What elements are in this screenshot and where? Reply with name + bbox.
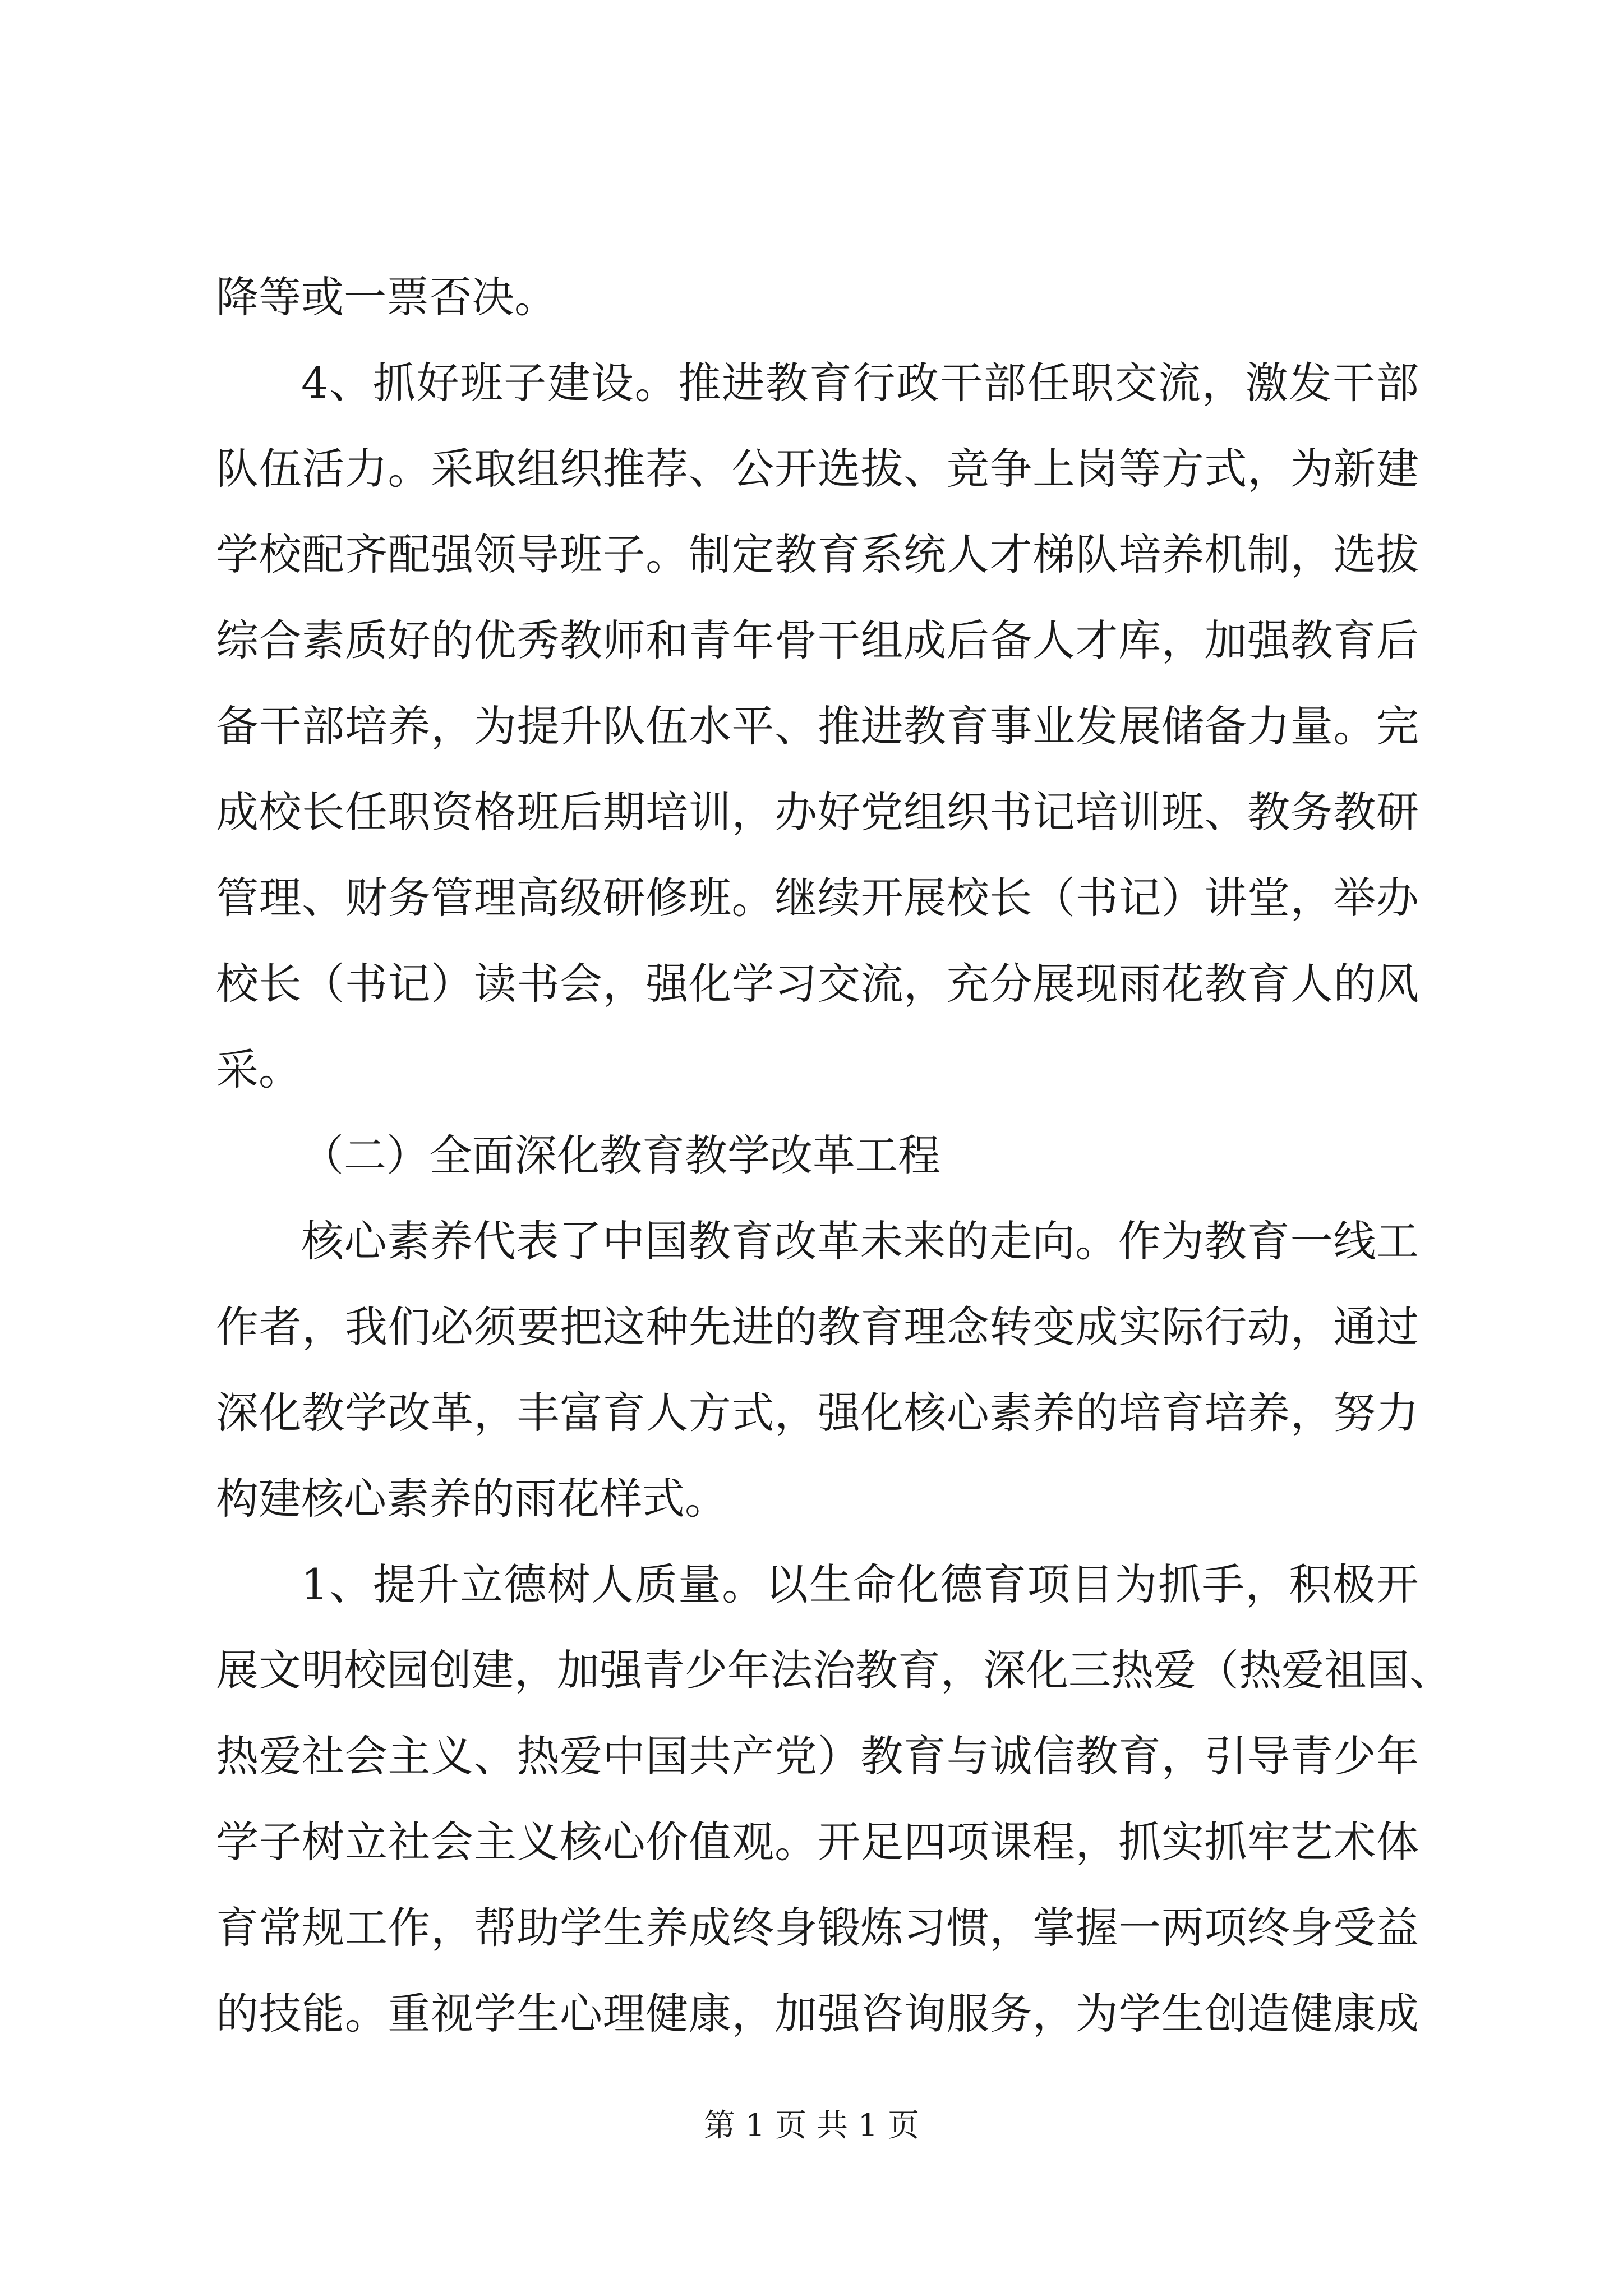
text-line: 深化教学改革，丰富育人方式，强化核心素养的培育培养，努力 <box>216 1388 1419 1438</box>
text-line: 采。 <box>216 1045 301 1094</box>
text-line: 学子树立社会主义核心价值观。开足四项课程，抓实抓牢艺术体 <box>216 1817 1419 1867</box>
text-line: 热爱社会主义、热爱中国共产党）教育与诚信教育，引导青少年 <box>216 1731 1419 1781</box>
section-heading: （二）全面深化教育教学改革工程 <box>301 1130 940 1180</box>
text-line: 展文明校园创建，加强青少年法治教育，深化三热爱（热爱祖国、 <box>216 1645 1452 1695</box>
paragraph-line-indented: 4、抓好班子建设。推进教育行政干部任职交流，激发干部 <box>301 358 1419 408</box>
text-line: 学校配齐配强领导班子。制定教育系统人才梯队培养机制，选拔 <box>216 530 1419 579</box>
paragraph-line-indented: 1、提升立德树人质量。以生命化德育项目为抓手，积极开 <box>301 1559 1419 1609</box>
text-line: 降等或一票否决。 <box>216 272 557 322</box>
text-line: 队伍活力。采取组织推荐、公开选拔、竞争上岗等方式，为新建 <box>216 444 1419 494</box>
page-number-footer: 第 1 页 共 1 页 <box>703 2108 920 2144</box>
text-line: 的技能。重视学生心理健康，加强咨询服务，为学生创造健康成 <box>216 1989 1419 2039</box>
text-line: 综合素质好的优秀教师和青年骨干组成后备人才库，加强教育后 <box>216 615 1419 665</box>
text-line: 备干部培养，为提升队伍水平、推进教育事业发展储备力量。完 <box>216 701 1419 751</box>
paragraph-line-indented: 核心素养代表了中国教育改革未来的走向。作为教育一线工 <box>301 1216 1419 1266</box>
text-line: 作者，我们必须要把这种先进的教育理念转变成实际行动，通过 <box>216 1302 1419 1352</box>
text-line: 管理、财务管理高级研修班。继续开展校长（书记）讲堂，举办 <box>216 873 1419 923</box>
text-line: 成校长任职资格班后期培训，办好党组织书记培训班、教务教研 <box>216 787 1419 837</box>
text-line: 构建核心素养的雨花样式。 <box>216 1474 727 1524</box>
text-line: 校长（书记）读书会，强化学习交流，充分展现雨花教育人的风 <box>216 959 1419 1009</box>
text-line: 育常规工作，帮助学生养成终身锻炼习惯，掌握一两项终身受益 <box>216 1903 1419 1953</box>
